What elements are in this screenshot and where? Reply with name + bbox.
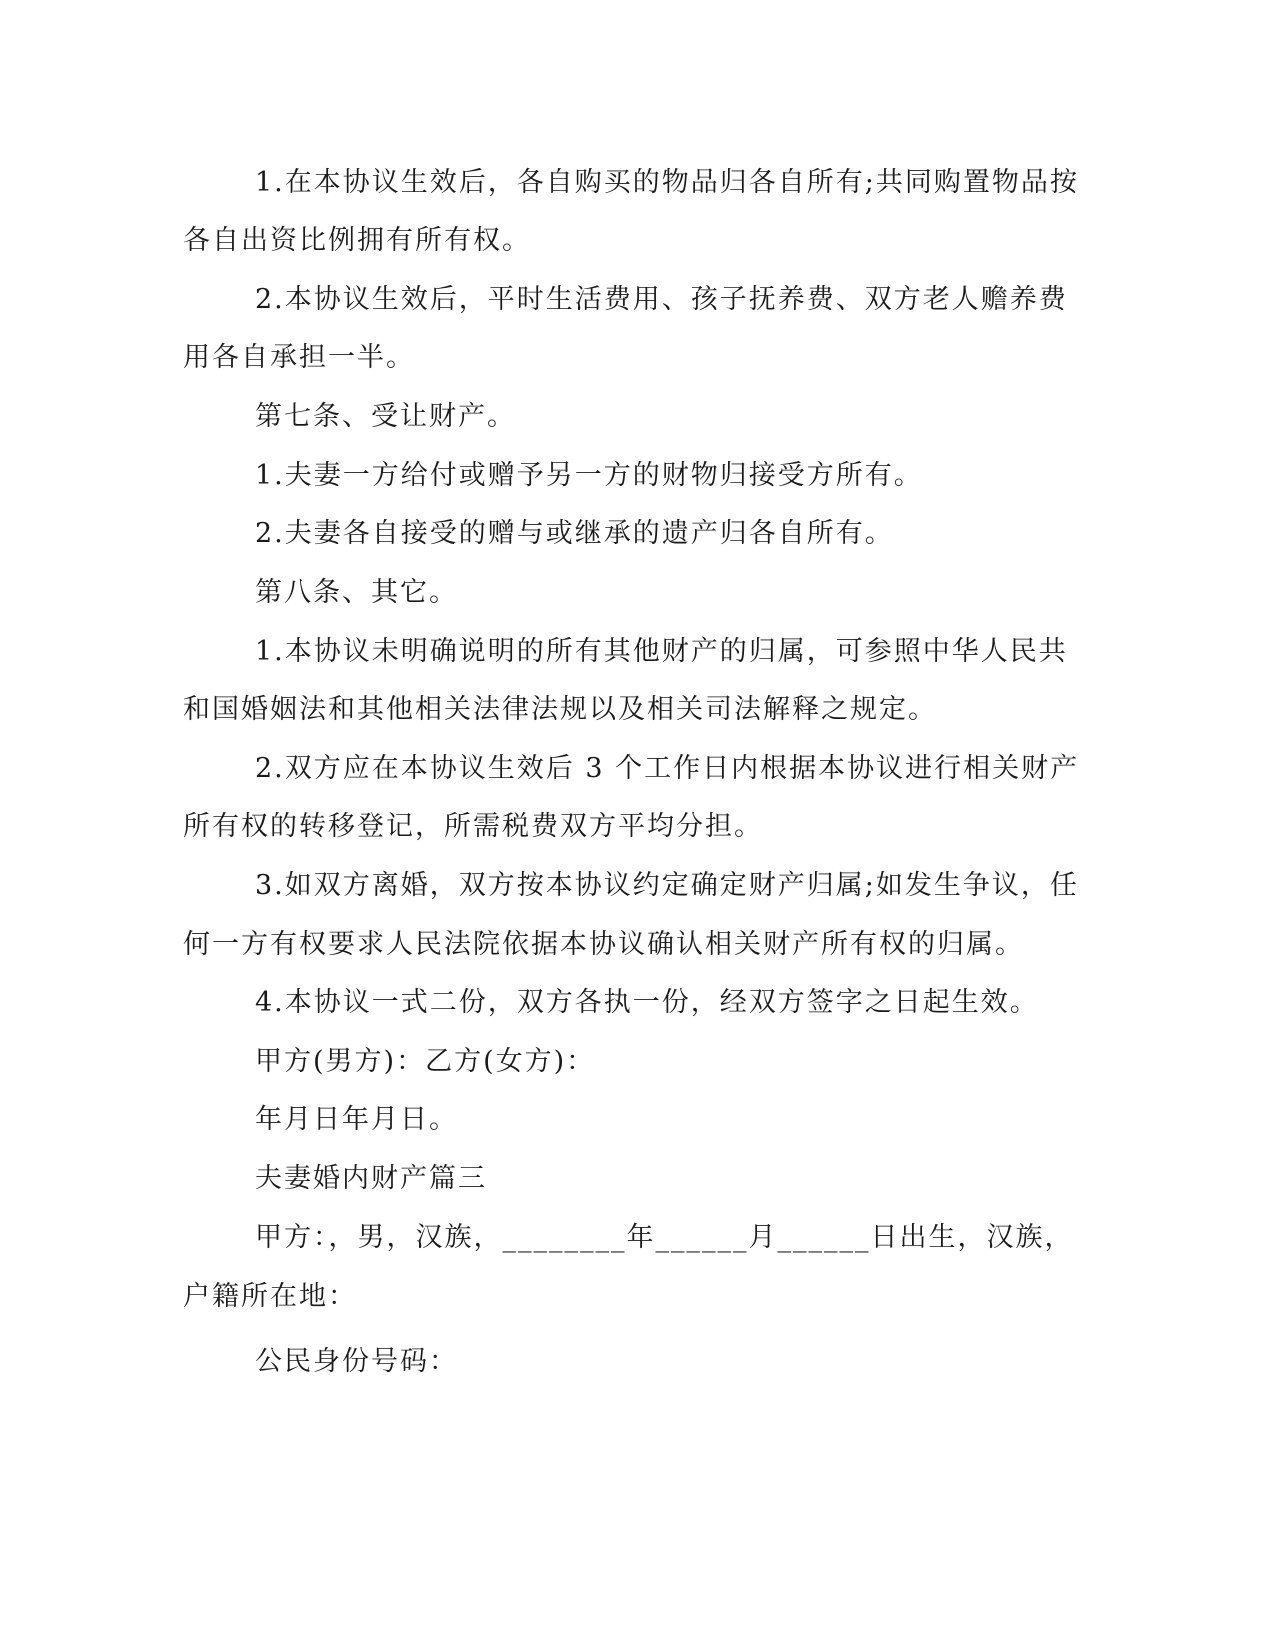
paragraph-line: 2.夫妻各自接受的赠与或继承的遗产归各自所有。 [255,518,894,549]
date-line: 年月日年月日。 [255,1104,458,1135]
paragraph-line: 2.本协议生效后，平时生活费用、孩子抚养费、双方老人赡养费 [255,284,1068,315]
paragraph-line: 2.双方应在本协议生效后 3 个工作日内根据本协议进行相关财产 [255,753,1080,784]
paragraph-line: 用各自承担一半。 [183,342,415,373]
party-info-line: 甲方：，男，汉族，________年______月______日出生，汉族， [255,1222,1074,1253]
id-number-line: 公民身份号码： [255,1346,458,1377]
paragraph-line: 各自出资比例拥有所有权。 [183,225,531,256]
section-heading: 第八条、其它。 [255,577,458,608]
paragraph-line: 1.本协议未明确说明的所有其他财产的归属，可参照中华人民共 [255,636,1068,667]
signature-line: 甲方(男方)：乙方(女方)： [255,1046,596,1077]
section-heading: 第七条、受让财产。 [255,401,516,432]
paragraph-line: 1.夫妻一方给付或赠予另一方的财物归接受方所有。 [255,460,923,491]
paragraph-line: 所有权的转移登记，所需税费双方平均分担。 [183,811,763,842]
paragraph-line: 和国婚姻法和其他相关法律法规以及相关司法解释之规定。 [183,694,937,725]
party-info-line: 户籍所在地： [183,1281,357,1312]
section-heading: 夫妻婚内财产篇三 [255,1163,487,1194]
paragraph-line: 1.在本协议生效后，各自购买的物品归各自所有;共同购置物品按 [255,167,1079,198]
paragraph-line: 4.本协议一式二份，双方各执一份，经双方签字之日起生效。 [255,987,1039,1018]
paragraph-line: 何一方有权要求人民法院依据本协议确认相关财产所有权的归属。 [183,929,1024,960]
paragraph-line: 3.如双方离婚，双方按本协议约定确定财产归属;如发生争议，任 [255,870,1079,901]
